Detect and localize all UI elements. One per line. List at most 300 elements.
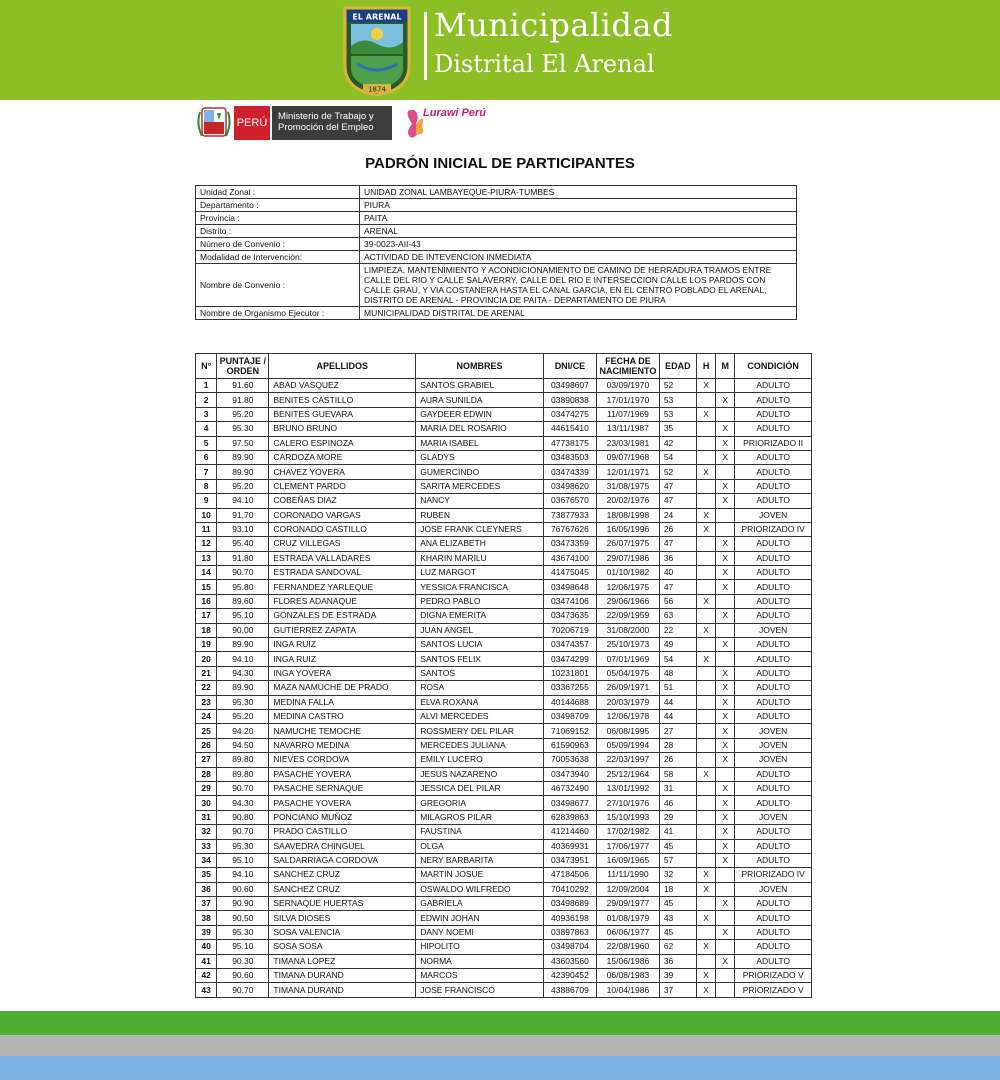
table-cell: 89.80 xyxy=(217,753,269,767)
table-cell xyxy=(716,379,735,393)
table-cell xyxy=(697,393,716,407)
table-cell: PRIORIZADO V xyxy=(735,983,812,997)
table-row xyxy=(196,925,812,939)
table-cell: 05/09/1994 xyxy=(597,738,660,752)
table-cell: SANCHEZ CRUZ xyxy=(269,882,416,896)
table-row xyxy=(196,767,812,781)
table-cell: 27 xyxy=(196,753,217,767)
table-cell: 09/07/1968 xyxy=(597,450,660,464)
info-value: MUNICIPALIDAD DISTRITAL DE ARENAL xyxy=(360,307,797,320)
table-cell: 47 xyxy=(659,580,696,594)
table-cell: BRUNO BRUNO xyxy=(269,422,416,436)
table-cell: INGA RUIZ xyxy=(269,638,416,652)
table-cell: X xyxy=(697,465,716,479)
table-cell: 25/12/1964 xyxy=(597,767,660,781)
table-cell: 01/10/1982 xyxy=(597,566,660,580)
table-cell: 41214460 xyxy=(543,825,596,839)
table-cell: 41 xyxy=(659,825,696,839)
table-cell: 15 xyxy=(196,580,217,594)
table-cell: 32 xyxy=(659,868,696,882)
table-cell: PRADO CASTILLO xyxy=(269,825,416,839)
table-cell: 90.30 xyxy=(217,954,269,968)
table-row xyxy=(196,465,812,479)
table-cell: MARCOS xyxy=(416,969,544,983)
table-row xyxy=(196,695,812,709)
table-cell: 27/10/1976 xyxy=(597,796,660,810)
table-cell: SANTOS FELIX xyxy=(416,652,544,666)
table-cell: EDWIN JOHAN xyxy=(416,911,544,925)
table-cell: ADULTO xyxy=(735,594,812,608)
table-cell: ADULTO xyxy=(735,393,812,407)
table-cell: 40144688 xyxy=(543,695,596,709)
table-cell xyxy=(697,494,716,508)
table-cell xyxy=(697,796,716,810)
table-cell: 3 xyxy=(196,407,217,421)
table-cell: X xyxy=(697,407,716,421)
table-cell: 49 xyxy=(659,638,696,652)
table-cell: 89.90 xyxy=(217,465,269,479)
info-label: Departamento : xyxy=(196,199,360,212)
table-cell: 90.70 xyxy=(217,781,269,795)
table-cell xyxy=(697,897,716,911)
table-cell: 62839863 xyxy=(543,810,596,824)
table-cell xyxy=(716,594,735,608)
table-cell: MERCEDES JULIANA xyxy=(416,738,544,752)
table-cell: 43603560 xyxy=(543,954,596,968)
table-cell: 95.30 xyxy=(217,925,269,939)
table-cell: 05/04/1975 xyxy=(597,666,660,680)
table-cell: 53 xyxy=(659,393,696,407)
table-cell: ESTRADA VALLADARES xyxy=(269,551,416,565)
table-cell: ADULTO xyxy=(735,465,812,479)
table-cell: RUBEN xyxy=(416,508,544,522)
table-cell: X xyxy=(716,753,735,767)
table-cell: 35 xyxy=(659,422,696,436)
table-cell: ALVI MERCEDES xyxy=(416,709,544,723)
table-cell: 31 xyxy=(196,810,217,824)
table-cell: 15/10/1993 xyxy=(597,810,660,824)
table-cell: YESSICA FRANCISCA xyxy=(416,580,544,594)
table-row xyxy=(196,940,812,954)
info-label: Provincia : xyxy=(196,212,360,225)
table-cell: TIMANA DURAND xyxy=(269,969,416,983)
participants-table xyxy=(195,353,812,998)
table-cell: INGA RUIZ xyxy=(269,652,416,666)
table-cell: 03473635 xyxy=(543,609,596,623)
table-cell: GREGORIA xyxy=(416,796,544,810)
table-cell: 95.20 xyxy=(217,479,269,493)
table-cell: ADULTO xyxy=(735,422,812,436)
table-cell: 37 xyxy=(659,983,696,997)
table-cell: 90.70 xyxy=(217,566,269,580)
table-cell: 03473940 xyxy=(543,767,596,781)
table-cell: JOVEN xyxy=(735,724,812,738)
header-title-line2: Distrital El Arenal xyxy=(434,50,655,78)
table-cell: 52 xyxy=(659,465,696,479)
table-cell: X xyxy=(697,969,716,983)
table-cell: 42 xyxy=(659,436,696,450)
table-row xyxy=(196,508,812,522)
table-cell: X xyxy=(716,450,735,464)
table-cell: X xyxy=(697,508,716,522)
table-cell: 17/06/1977 xyxy=(597,839,660,853)
table-cell: ADULTO xyxy=(735,407,812,421)
table-cell: PEDRO PABLO xyxy=(416,594,544,608)
table-row xyxy=(196,911,812,925)
table-cell: 89.60 xyxy=(217,594,269,608)
table-cell: JOSE FRANCISCO xyxy=(416,983,544,997)
table-cell: ADULTO xyxy=(735,494,812,508)
column-header: PUNTAJE / ORDEN xyxy=(217,354,269,379)
table-cell: 27 xyxy=(659,724,696,738)
table-cell: X xyxy=(697,379,716,393)
table-cell: X xyxy=(716,422,735,436)
table-cell: 22/03/1997 xyxy=(597,753,660,767)
table-cell: X xyxy=(716,609,735,623)
table-cell: 39 xyxy=(659,969,696,983)
table-cell: 24 xyxy=(659,508,696,522)
table-cell: 29 xyxy=(196,781,217,795)
table-row xyxy=(196,681,812,695)
table-cell: 95.10 xyxy=(217,853,269,867)
table-cell: X xyxy=(716,580,735,594)
table-cell: FLORES ADANAQUE xyxy=(269,594,416,608)
table-cell: 47738175 xyxy=(543,436,596,450)
table-cell: 03498677 xyxy=(543,796,596,810)
info-value: ARENAL xyxy=(360,225,797,238)
table-cell: 20/02/1976 xyxy=(597,494,660,508)
table-cell: ADULTO xyxy=(735,796,812,810)
info-row xyxy=(196,199,797,212)
table-cell: 40936198 xyxy=(543,911,596,925)
table-cell: 26 xyxy=(196,738,217,752)
table-cell: 41 xyxy=(196,954,217,968)
table-cell: 91.80 xyxy=(217,393,269,407)
table-cell: LUZ MARGOT xyxy=(416,566,544,580)
column-header: FECHA DE NACIMIENTO xyxy=(597,354,660,379)
table-cell: ADULTO xyxy=(735,825,812,839)
table-cell: NAVARRO MEDINA xyxy=(269,738,416,752)
table-cell: 03498709 xyxy=(543,709,596,723)
table-cell: 91.70 xyxy=(217,508,269,522)
table-cell: 62 xyxy=(659,940,696,954)
table-cell: 37 xyxy=(196,897,217,911)
table-row xyxy=(196,983,812,997)
table-cell: JOVEN xyxy=(735,753,812,767)
table-cell: X xyxy=(697,522,716,536)
table-cell: MARIA ISABEL xyxy=(416,436,544,450)
column-header: N° xyxy=(196,354,217,379)
table-cell: ADULTO xyxy=(735,537,812,551)
table-cell: X xyxy=(716,897,735,911)
table-cell: X xyxy=(716,681,735,695)
table-row xyxy=(196,623,812,637)
table-row xyxy=(196,724,812,738)
table-cell: X xyxy=(716,436,735,450)
table-cell: 90.60 xyxy=(217,969,269,983)
table-row xyxy=(196,551,812,565)
table-cell: 28 xyxy=(659,738,696,752)
table-cell: TIMANA DURAND xyxy=(269,983,416,997)
table-cell: 52 xyxy=(659,379,696,393)
table-row xyxy=(196,594,812,608)
column-header: M xyxy=(716,354,735,379)
info-value: PAITA xyxy=(360,212,797,225)
table-cell: ABAD VASQUEZ xyxy=(269,379,416,393)
table-cell: X xyxy=(716,695,735,709)
table-cell: SAAVEDRA CHINGUEL xyxy=(269,839,416,853)
table-cell: 42 xyxy=(196,969,217,983)
table-cell: X xyxy=(716,393,735,407)
table-cell: 31/08/2000 xyxy=(597,623,660,637)
table-cell: 97.50 xyxy=(217,436,269,450)
footer-green-band xyxy=(0,1011,1000,1035)
table-cell xyxy=(697,925,716,939)
table-cell: 03474357 xyxy=(543,638,596,652)
table-cell: X xyxy=(716,709,735,723)
table-cell: 06/08/1995 xyxy=(597,724,660,738)
table-cell: 40369931 xyxy=(543,839,596,853)
table-cell: X xyxy=(716,494,735,508)
table-cell: 36 xyxy=(196,882,217,896)
table-cell: PASACHE SERNAQUE xyxy=(269,781,416,795)
table-cell: 03/09/1970 xyxy=(597,379,660,393)
table-cell: 28 xyxy=(196,767,217,781)
table-cell xyxy=(697,810,716,824)
column-header: DNI/CE xyxy=(543,354,596,379)
table-cell: 94.50 xyxy=(217,738,269,752)
table-cell: NAMUCHE TEMOCHE xyxy=(269,724,416,738)
table-cell: 40 xyxy=(196,940,217,954)
footer-blue-band xyxy=(0,1056,1000,1080)
table-cell: 21 xyxy=(196,666,217,680)
table-cell: SARITA MERCEDES xyxy=(416,479,544,493)
table-cell: ADULTO xyxy=(735,940,812,954)
table-cell: 03498620 xyxy=(543,479,596,493)
table-cell: 32 xyxy=(196,825,217,839)
table-cell: X xyxy=(716,566,735,580)
table-cell: 44 xyxy=(659,695,696,709)
table-cell: 57 xyxy=(659,853,696,867)
header-banner xyxy=(0,0,1000,100)
table-cell: PONCIANO MUÑOZ xyxy=(269,810,416,824)
table-cell: 03367255 xyxy=(543,681,596,695)
table-cell: MILAGROS PILAR xyxy=(416,810,544,824)
table-row xyxy=(196,422,812,436)
table-cell: 25 xyxy=(196,724,217,738)
table-cell: SOSA SOSA xyxy=(269,940,416,954)
table-cell: FERNANDEZ YARLEQUE xyxy=(269,580,416,594)
table-cell: 90.90 xyxy=(217,897,269,911)
table-cell: MARTIN JOSUE xyxy=(416,868,544,882)
table-cell: 90.50 xyxy=(217,911,269,925)
table-cell: PRIORIZADO IV xyxy=(735,868,812,882)
table-cell: ADULTO xyxy=(735,652,812,666)
table-cell: ROSSMERY DEL PILAR xyxy=(416,724,544,738)
table-row xyxy=(196,379,812,393)
table-cell: 22/09/1959 xyxy=(597,609,660,623)
table-cell: CHAVEZ YOVERA xyxy=(269,465,416,479)
table-row xyxy=(196,580,812,594)
table-cell: 11 xyxy=(196,522,217,536)
table-cell: 18 xyxy=(196,623,217,637)
table-cell xyxy=(697,537,716,551)
info-row xyxy=(196,251,797,264)
table-cell: 70410292 xyxy=(543,882,596,896)
table-cell: 48 xyxy=(659,666,696,680)
table-cell: 41475045 xyxy=(543,566,596,580)
table-cell: 53 xyxy=(659,407,696,421)
table-cell: 10/04/1986 xyxy=(597,983,660,997)
table-cell xyxy=(697,724,716,738)
table-cell: SANTOS xyxy=(416,666,544,680)
table-cell: 63 xyxy=(659,609,696,623)
table-cell: 76767626 xyxy=(543,522,596,536)
table-row xyxy=(196,954,812,968)
table-cell: KHARIN MARILU xyxy=(416,551,544,565)
table-cell: 20/03/1979 xyxy=(597,695,660,709)
table-cell: X xyxy=(716,551,735,565)
table-cell: 16/05/1996 xyxy=(597,522,660,536)
table-cell: DIGNA EMERITA xyxy=(416,609,544,623)
table-cell: 17 xyxy=(196,609,217,623)
table-cell: TIMANA LOPEZ xyxy=(269,954,416,968)
table-cell: NORMA xyxy=(416,954,544,968)
table-cell: PRIORIZADO V xyxy=(735,969,812,983)
table-row xyxy=(196,666,812,680)
info-label: Número de Convenio : xyxy=(196,238,360,251)
table-cell: 95.30 xyxy=(217,839,269,853)
table-cell: 13 xyxy=(196,551,217,565)
table-cell xyxy=(697,638,716,652)
info-label: Nombre de Convenio : xyxy=(196,264,360,307)
table-row xyxy=(196,868,812,882)
emblem-top-text: EL ARENAL xyxy=(352,12,402,22)
table-row xyxy=(196,709,812,723)
table-cell: X xyxy=(716,738,735,752)
table-cell: 13/11/1987 xyxy=(597,422,660,436)
table-cell: 15/06/1986 xyxy=(597,954,660,968)
table-cell: 26/09/1971 xyxy=(597,681,660,695)
table-row xyxy=(196,638,812,652)
table-cell: PASACHE YOVERA xyxy=(269,796,416,810)
table-cell xyxy=(716,465,735,479)
table-cell: 90.60 xyxy=(217,882,269,896)
emblem-year: 1874 xyxy=(368,85,386,94)
table-cell: 03890838 xyxy=(543,393,596,407)
info-label: Unidad Zonal : xyxy=(196,186,360,199)
table-cell xyxy=(697,450,716,464)
table-cell: 43674100 xyxy=(543,551,596,565)
table-cell: ANA ELIZABETH xyxy=(416,537,544,551)
table-cell: X xyxy=(697,652,716,666)
table-cell: 29/06/1966 xyxy=(597,594,660,608)
column-header: CONDICIÓN xyxy=(735,354,812,379)
table-cell: SOSA VALENCIA xyxy=(269,925,416,939)
table-cell: 03474275 xyxy=(543,407,596,421)
table-cell: X xyxy=(716,537,735,551)
table-cell: BENITES CASTILLO xyxy=(269,393,416,407)
table-cell: ADULTO xyxy=(735,681,812,695)
table-cell: 47184506 xyxy=(543,868,596,882)
table-cell: X xyxy=(716,954,735,968)
table-cell: GONZALES DE ESTRADA xyxy=(269,609,416,623)
table-cell xyxy=(697,551,716,565)
table-cell: ADULTO xyxy=(735,609,812,623)
table-cell: 13/01/1992 xyxy=(597,781,660,795)
table-cell: 29 xyxy=(659,810,696,824)
table-cell: X xyxy=(716,724,735,738)
table-cell: 35 xyxy=(196,868,217,882)
table-cell: NERY BARBARITA xyxy=(416,853,544,867)
table-cell: ADULTO xyxy=(735,925,812,939)
table-cell: 56 xyxy=(659,594,696,608)
table-cell: ADULTO xyxy=(735,709,812,723)
table-cell: JOSE FRANK CLEYNERS xyxy=(416,522,544,536)
ministry-label: Ministerio de Trabajo y Promoción del Empleo xyxy=(272,106,392,140)
info-value: 39-0023-AII-43 xyxy=(360,238,797,251)
table-cell: 95.10 xyxy=(217,609,269,623)
table-cell: 03473951 xyxy=(543,853,596,867)
table-cell: 22/08/1960 xyxy=(597,940,660,954)
table-cell: 12/06/1975 xyxy=(597,580,660,594)
table-cell: 20 xyxy=(196,652,217,666)
info-value: ACTIVIDAD DE INTEVENCION INMEDIATA xyxy=(360,251,797,264)
table-cell: OLGA xyxy=(416,839,544,853)
table-cell: X xyxy=(716,796,735,810)
table-cell: GLADYS xyxy=(416,450,544,464)
table-cell: 6 xyxy=(196,450,217,464)
table-cell: 03474299 xyxy=(543,652,596,666)
table-cell: X xyxy=(697,868,716,882)
table-cell: 26/07/1975 xyxy=(597,537,660,551)
table-cell xyxy=(697,954,716,968)
table-cell: 31/08/1975 xyxy=(597,479,660,493)
table-cell: JUAN ANGEL xyxy=(416,623,544,637)
municipal-emblem xyxy=(343,6,411,96)
table-cell: 10231801 xyxy=(543,666,596,680)
table-cell: JESUS NAZARENO xyxy=(416,767,544,781)
table-cell xyxy=(716,767,735,781)
table-cell: X xyxy=(697,767,716,781)
table-cell: MAZA NAMUCHE DE PRADO xyxy=(269,681,416,695)
table-cell: 46 xyxy=(659,796,696,810)
table-cell: PRIORIZADO IV xyxy=(735,522,812,536)
table-cell: NIEVES CORDOVA xyxy=(269,753,416,767)
table-cell: 89.90 xyxy=(217,638,269,652)
table-row xyxy=(196,450,812,464)
table-cell: 18 xyxy=(659,882,696,896)
table-cell: ELVA ROXANA xyxy=(416,695,544,709)
table-cell: 45 xyxy=(659,925,696,939)
table-cell: SERNAQUE HUERTAS xyxy=(269,897,416,911)
table-cell: 71069152 xyxy=(543,724,596,738)
table-cell xyxy=(716,969,735,983)
table-cell: CALERO ESPINOZA xyxy=(269,436,416,450)
table-cell: CORONADO VARGAS xyxy=(269,508,416,522)
table-row xyxy=(196,810,812,824)
table-cell: 06/08/1983 xyxy=(597,969,660,983)
table-cell: PRIORIZADO II xyxy=(735,436,812,450)
table-cell: 03498607 xyxy=(543,379,596,393)
table-cell: X xyxy=(716,666,735,680)
table-cell xyxy=(697,825,716,839)
table-cell: OSWALDO WILFREDO xyxy=(416,882,544,896)
table-cell: 89.90 xyxy=(217,450,269,464)
table-cell: 16 xyxy=(196,594,217,608)
header-title-line1: Municipalidad xyxy=(434,6,673,44)
table-cell: 19 xyxy=(196,638,217,652)
